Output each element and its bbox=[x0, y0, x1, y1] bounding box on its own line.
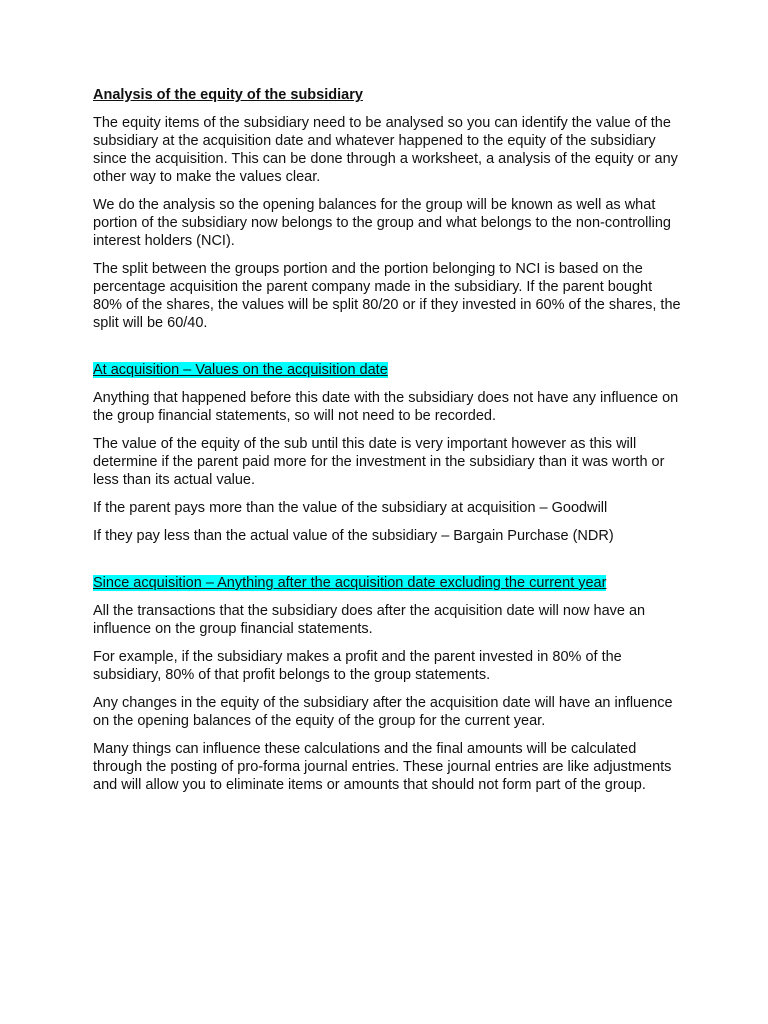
at-acquisition-paragraph-1: Anything that happened before this date with the subsidiary does not have any influence on the group financial statements, so will not need to be recorded. bbox=[93, 390, 679, 424]
intro-paragraph-3: The split between the groups portion and the portion belonging to NCI is based on the percentage acquisition the parent company made in the subsidiary. If the parent bought 80% of the shares, the values will be split 80/20 or if they invested in 60% of the shares, the split will be 60/40. bbox=[93, 261, 681, 331]
at-acquisition-heading: At acquisition – Values on the acquisition date bbox=[93, 362, 388, 378]
section-spacer bbox=[93, 342, 685, 361]
at-acquisition-paragraph-2: The value of the equity of the sub until this date is very important however as this will determine if the parent paid more for the investment in the subsidiary than it was worth or less than its actual value. bbox=[93, 436, 665, 488]
intro-paragraph-1: The equity items of the subsidiary need to be analysed so you can identify the value of the subsidiary at the acquisition date and whatever happened to the equity of the subsidiary since the acquisition. This can be done through a worksheet, a analysis of the equity or any other way to make the values clear. bbox=[93, 115, 678, 185]
goodwill-line: If the parent pays more than the value of the subsidiary at acquisition – Goodwill bbox=[93, 500, 608, 516]
at-acquisition-heading-line bbox=[93, 361, 685, 379]
since-acquisition-paragraph-4: Many things can influence these calculations and the final amounts will be calculated through the posting of pro-forma journal entries. These journal entries are like adjustments and will allow you to eliminate items or amounts that should not form part of the group. bbox=[93, 741, 672, 793]
section-spacer bbox=[93, 555, 685, 574]
since-acquisition-heading: Since acquisition – Anything after the acquisition date excluding the current year bbox=[93, 575, 607, 591]
intro-paragraph-2: We do the analysis so the opening balances for the group will be known as well as what portion of the subsidiary now belongs to the group and what belongs to the non-controlling interest holders (NCI). bbox=[93, 197, 671, 249]
document-title: Analysis of the equity of the subsidiary bbox=[93, 87, 363, 103]
since-acquisition-paragraph-3: Any changes in the equity of the subsidiary after the acquisition date will have an influence on the opening balances of the equity of the group for the current year. bbox=[93, 695, 673, 729]
bargain-purchase-line: If they pay less than the actual value of the subsidiary – Bargain Purchase (NDR) bbox=[93, 528, 614, 544]
since-acquisition-paragraph-2: For example, if the subsidiary makes a profit and the parent invested in 80% of the subsidiary, 80% of that profit belongs to the group statements. bbox=[93, 649, 622, 683]
since-acquisition-paragraph-1: All the transactions that the subsidiary does after the acquisition date will now have an influence on the group financial statements. bbox=[93, 603, 646, 637]
document-body bbox=[93, 86, 685, 804]
since-acquisition-heading-line bbox=[93, 574, 685, 592]
